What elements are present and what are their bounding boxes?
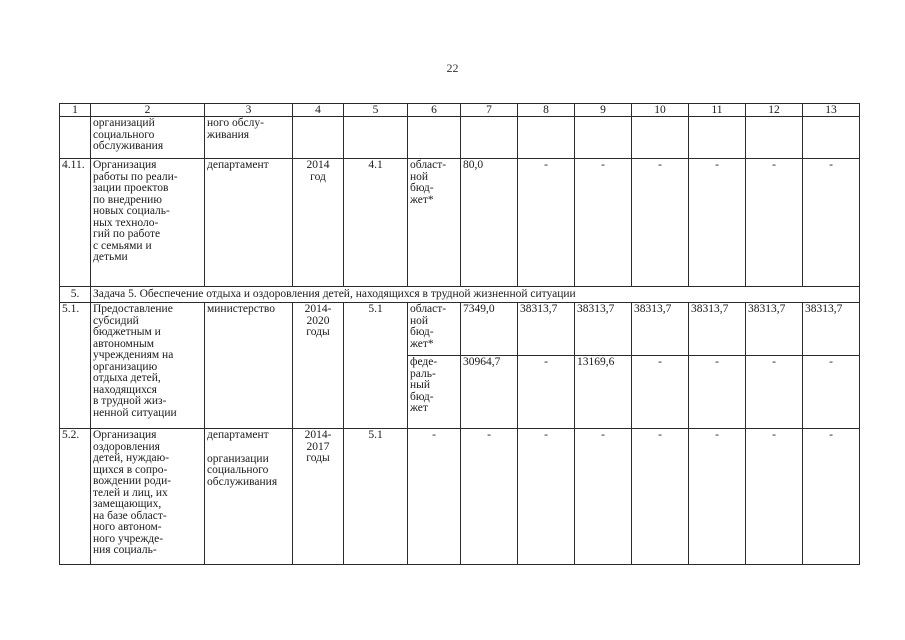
header-cell: 8	[518, 104, 575, 117]
row-number: 5.2.	[60, 429, 91, 565]
value-cell: 13169,6	[575, 356, 632, 429]
value-cell: -	[518, 429, 575, 565]
executor-primary: департамент	[207, 429, 269, 441]
value-cell: -	[746, 429, 803, 565]
header-cell: 10	[632, 104, 689, 117]
measure-name: Предоставление субсидий бюджетным и автономным учреждениям на организацию отдыха детей, находящихся в трудной жиз- ненной ситуации	[91, 303, 205, 429]
value-cell: 38313,7	[746, 303, 803, 356]
indicator: 5.1	[344, 303, 408, 429]
value-cell: 38313,7	[803, 303, 860, 356]
header-cell: 3	[205, 104, 293, 117]
table-row-5-1	[60, 303, 860, 356]
header-cell: 12	[746, 104, 803, 117]
header-cell: 7	[461, 104, 518, 117]
page-number: 22	[446, 61, 459, 75]
value-cell: 38313,7	[689, 303, 746, 356]
header-cell: 13	[803, 104, 860, 117]
funding-source: -	[408, 429, 461, 565]
program-table	[59, 103, 860, 565]
value-cell: -	[689, 356, 746, 429]
value-cell: -	[803, 159, 860, 287]
funding-source-federal: феде- раль- ный бюд- жет	[408, 356, 461, 429]
continuation-name: организаций социального обслуживания	[91, 117, 205, 159]
value-cell: -	[518, 356, 575, 429]
table-row-task-5	[60, 287, 860, 303]
header-cell: 2	[91, 104, 205, 117]
indicator: 4.1	[344, 159, 408, 287]
value-cell: -	[746, 356, 803, 429]
value-cell: -	[575, 429, 632, 565]
table-row-4-11	[60, 159, 860, 287]
table-row-continuation	[60, 117, 860, 159]
value-cell: -	[632, 429, 689, 565]
period: 2014 год	[293, 159, 344, 287]
value-cell: -	[803, 356, 860, 429]
value-cell: 38313,7	[518, 303, 575, 356]
value-cell: 80,0	[461, 159, 518, 287]
funding-source-regional: област- ной бюд- жет*	[408, 303, 461, 356]
value-cell: -	[689, 429, 746, 565]
indicator: 5.1	[344, 429, 408, 565]
value-cell: 38313,7	[632, 303, 689, 356]
value-cell: -	[518, 159, 575, 287]
period: 2014- 2017 годы	[293, 429, 344, 565]
value-cell: -	[632, 356, 689, 429]
value-cell: 7349,0	[461, 303, 518, 356]
header-cell: 6	[408, 104, 461, 117]
executor: департамент	[205, 159, 293, 287]
value-cell: -	[575, 159, 632, 287]
measure-name: Организация работы по реали- зации проектов по внедрению новых социаль- ных техноло- гий по работе с семьями и детьми	[91, 159, 205, 287]
row-number: 5.1.	[60, 303, 91, 429]
funding-source: област- ной бюд- жет*	[408, 159, 461, 287]
row-number: 4.11.	[60, 159, 91, 287]
value-cell: 30964,7	[461, 356, 518, 429]
continuation-executor: ного обслу- живания	[205, 117, 293, 159]
table-row-5-2	[60, 429, 860, 565]
executor: министерство	[205, 303, 293, 429]
value-cell: 38313,7	[575, 303, 632, 356]
value-cell: -	[461, 429, 518, 565]
value-cell: -	[689, 159, 746, 287]
value-cell: -	[803, 429, 860, 565]
value-cell: -	[632, 159, 689, 287]
executor-secondary: организации социального обслуживания	[207, 452, 278, 488]
value-cell: -	[746, 159, 803, 287]
header-row	[60, 104, 860, 117]
measure-name: Организация оздоровления детей, нуждаю- щихся в сопро- вождении роди- телей и лиц, их замещающих, на базе област- ного автоном- ного учрежде- ния социаль-	[91, 429, 205, 565]
period: 2014- 2020 годы	[293, 303, 344, 429]
header-cell: 1	[60, 104, 91, 117]
header-cell: 9	[575, 104, 632, 117]
header-cell: 4	[293, 104, 344, 117]
task-title: Задача 5. Обеспечение отдыха и оздоровления детей, находящихся в трудной жизненной ситуации	[91, 287, 860, 303]
header-cell: 5	[344, 104, 408, 117]
header-cell: 11	[689, 104, 746, 117]
row-number: 5.	[60, 287, 91, 303]
executor	[205, 429, 293, 565]
